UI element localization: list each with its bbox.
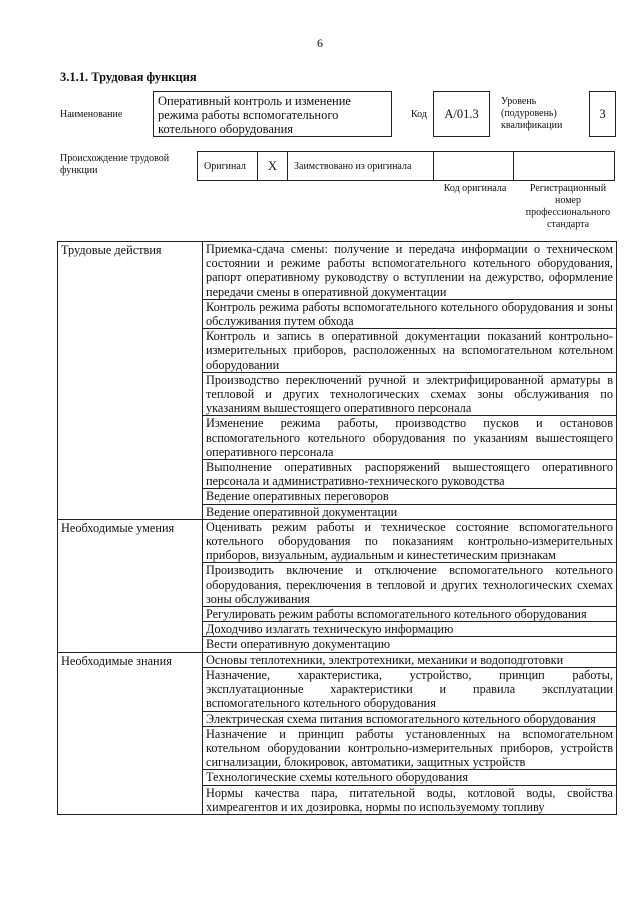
section-item: Контроль и запись в оперативной документации показаний контрольно-измерительных приборов, расположенных на вспомогательном котельном оборудовании: [203, 329, 617, 373]
origin-label: Происхождение трудовой функции: [60, 153, 170, 176]
section-item: Приемка-сдача смены: получение и передача информации о техническом состоянии и режиме работы вспомогательного котельного оборудования, рапорт оперативному руководству о вступлении на дежурство, оформление передачи смены в оперативной документации: [203, 242, 617, 300]
section-item: Доходчиво излагать техническую информацию: [203, 622, 617, 637]
table-row: [58, 519, 617, 563]
origin-code-cell: [434, 152, 514, 180]
section-item: Основы теплотехники, электротехники, механики и водоподготовки: [203, 652, 617, 667]
origin-reg-cell: [514, 152, 614, 180]
section-item: Нормы качества пара, питательной воды, котловой воды, свойства химреагентов и их дозировка, нормы по используемому топливу: [203, 785, 617, 814]
section-item: Назначение, характеристика, устройство, принцип работы, эксплуатационные характеристики и правила эксплуатации вспомогательного котельного оборудования: [203, 667, 617, 711]
section-heading: Трудовые действия: [58, 242, 203, 520]
section-item: Оценивать режим работы и техническое состояние вспомогательного котельного оборудования по показаниям контрольно-измерительных приборов, визуальным, аудиальным и кинестетическим признакам: [203, 519, 617, 563]
section-item: Вести оперативную документацию: [203, 637, 617, 652]
name-label: Наименование: [60, 109, 123, 120]
function-name: Оперативный контроль и изменение режима работы вспомогательного котельного оборудования: [153, 91, 392, 137]
section-heading: Необходимые умения: [58, 519, 203, 652]
section-item: Изменение режима работы, производство пусков и остановов вспомогательного котельного оборудования по указаниям вышестоящего оперативного персонала: [203, 416, 617, 460]
table-row: [58, 652, 617, 667]
table-row: [58, 242, 617, 300]
reg-caption: Регистрационный номер профессионального стандарта: [525, 183, 611, 230]
section-heading: Необходимые знания: [58, 652, 203, 814]
section-item: Производство переключений ручной и электрифицированной арматуры в тепловой и других технологических схемах зоны обслуживания по указаниям вышестоящего оперативного персонала: [203, 372, 617, 416]
section-item: Контроль режима работы вспомогательного котельного оборудования и зоны обслуживания путем обхода: [203, 299, 617, 328]
function-table: [57, 241, 617, 815]
code-label: Код: [411, 109, 427, 120]
level-label: Уровень (подуровень) квалификации: [501, 96, 563, 131]
section-item: Ведение оперативных переговоров: [203, 489, 617, 504]
origin-original: Оригинал: [198, 152, 258, 180]
section-item: Регулировать режим работы вспомогательного котельного оборудования: [203, 607, 617, 622]
origin-table: [197, 151, 615, 181]
origin-mark: X: [258, 152, 288, 180]
section-item: Выполнение оперативных распоряжений вышестоящего оперативного персонала и административно-технического руководства: [203, 460, 617, 489]
section-item: Ведение оперативной документации: [203, 504, 617, 519]
page-number: 6: [317, 36, 323, 50]
section-item: Электрическая схема питания вспомогательного котельного оборудования: [203, 711, 617, 726]
function-code: А/01.3: [433, 91, 490, 137]
origin-borrowed: Заимствовано из оригинала: [288, 152, 434, 180]
function-table-body: [58, 242, 617, 815]
section-item: Технологические схемы котельного оборудования: [203, 770, 617, 785]
section-title: 3.1.1. Трудовая функция: [60, 70, 197, 84]
section-item: Назначение и принцип работы установленных на вспомогательном котельном оборудовании контрольно-измерительных приборов, устройств сигнализации, блокировок, автоматики, защитных устройств: [203, 726, 617, 770]
section-item: Производить включение и отключение вспомогательного котельного оборудования, переключения в тепловой и других технологических схемах зоны обслуживания: [203, 563, 617, 607]
code-caption: Код оригинала: [443, 183, 507, 194]
qualification-level: 3: [589, 91, 616, 137]
